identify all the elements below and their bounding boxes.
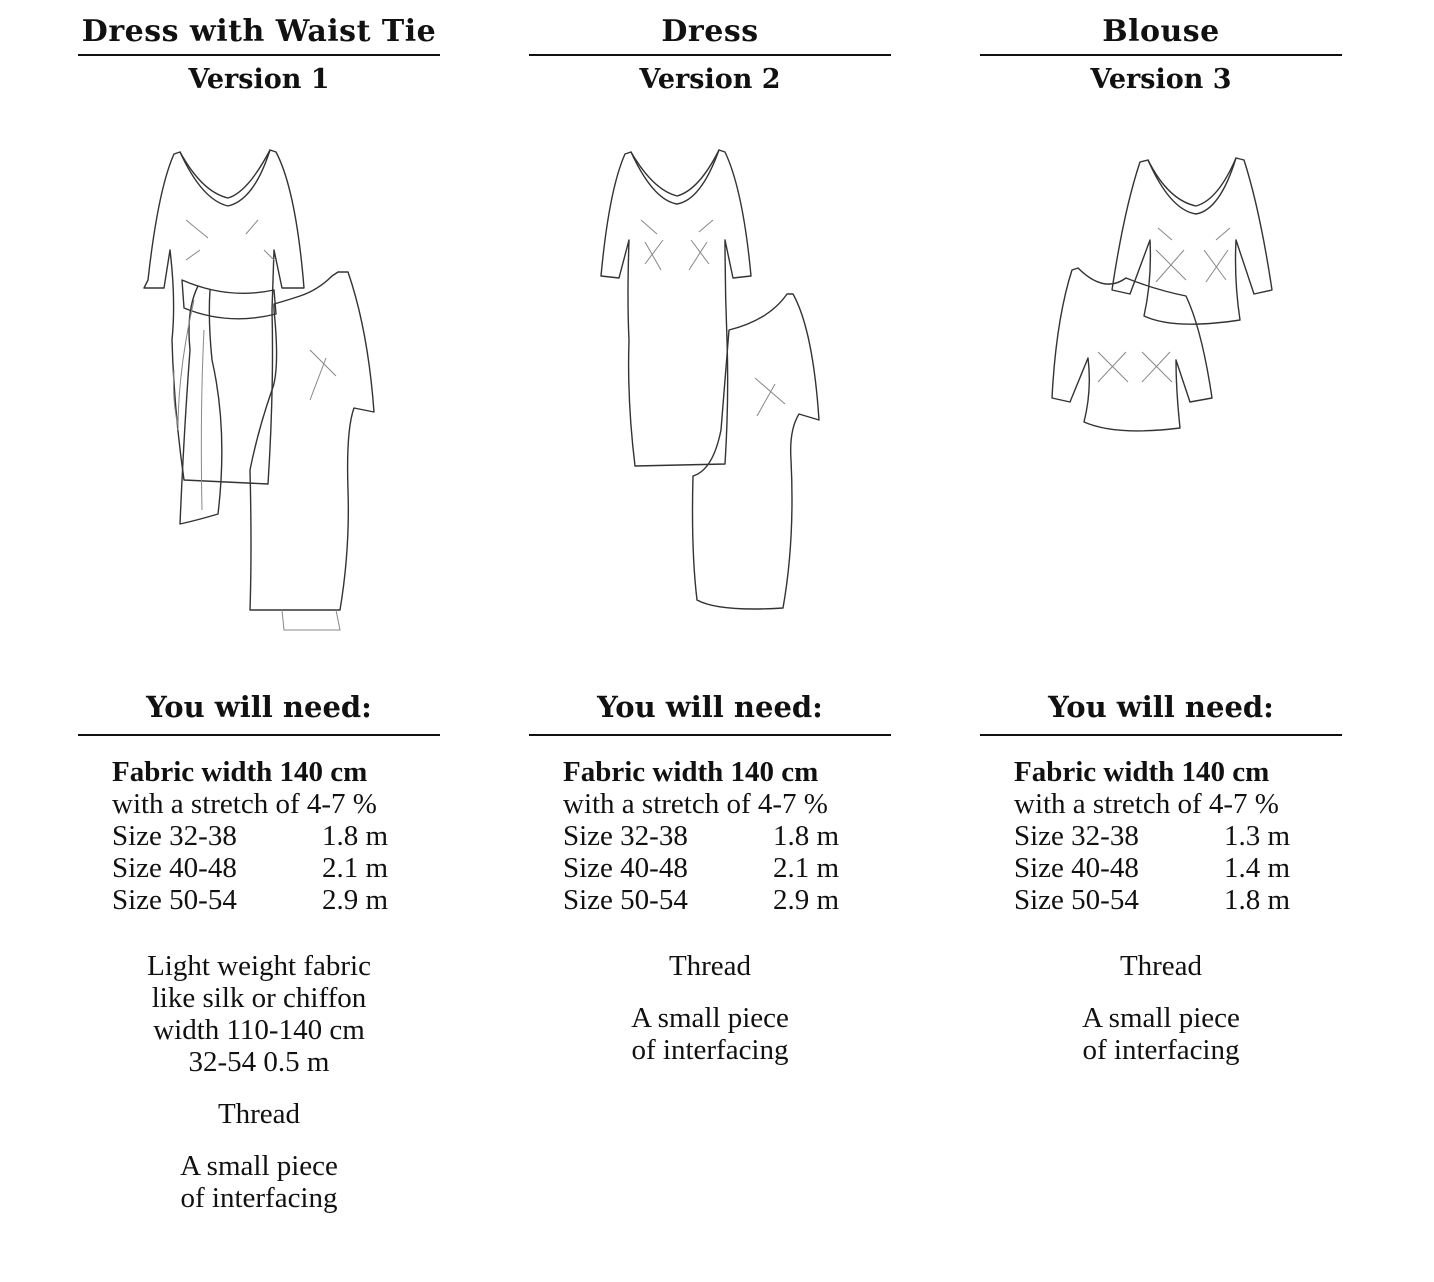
version-2-column [529,0,891,1282]
fabric-requirements [112,756,432,916]
fabric-amount: 2.9 m [773,884,840,916]
dress-with-waist-tie-sketch [78,130,440,650]
fabric-stretch: with a stretch of 4-7 % [1014,788,1279,820]
interfacing-note: A small piece of interfacing [1082,1002,1240,1066]
size-row [112,820,432,852]
size-label: Size 50-54 [1014,884,1139,916]
fabric-amount: 1.8 m [773,820,840,852]
interfacing-note: A small piece of interfacing [631,1002,789,1066]
fabric-stretch: with a stretch of 4-7 % [112,788,377,820]
additional-materials [529,950,891,1086]
fabric-amount: 1.8 m [1224,884,1291,916]
size-label: Size 32-38 [1014,820,1139,852]
size-label: Size 40-48 [1014,852,1139,884]
garment-title: Dress with Waist Tie [78,12,440,56]
size-row [1014,884,1334,916]
size-label: Size 32-38 [112,820,237,852]
size-label: Size 32-38 [563,820,688,852]
garment-title: Dress [529,12,891,56]
fabric-width: Fabric width 140 cm [563,756,819,788]
fabric-width: Fabric width 140 cm [112,756,368,788]
size-row [112,852,432,884]
version-3-column [980,0,1342,1282]
fabric-requirements [563,756,883,916]
fabric-amount: 1.8 m [322,820,389,852]
dress-sketch [529,130,891,650]
size-row [1014,820,1334,852]
fabric-amount: 2.1 m [322,852,389,884]
size-row [563,852,883,884]
you-will-need-heading: You will need: [529,688,891,736]
fabric-requirements [1014,756,1334,916]
size-row [1014,852,1334,884]
size-label: Size 40-48 [112,852,237,884]
you-will-need-heading: You will need: [980,688,1342,736]
version-label: Version 1 [188,64,330,95]
blouse-sketch [980,130,1342,650]
additional-materials [78,950,440,1234]
version-label: Version 2 [639,64,781,95]
tie-fabric-note: Light weight fabric like silk or chiffon width 110-140 cm 32-54 0.5 m [147,950,371,1078]
thread-note: Thread [668,950,752,982]
fabric-amount: 2.1 m [773,852,840,884]
version-1-column [78,0,440,1282]
size-label: Size 50-54 [563,884,688,916]
fabric-width: Fabric width 140 cm [1014,756,1270,788]
interfacing-note: A small piece of interfacing [180,1150,338,1214]
size-label: Size 40-48 [563,852,688,884]
size-row [563,820,883,852]
thread-note: Thread [1119,950,1203,982]
garment-title: Blouse [980,12,1342,56]
size-label: Size 50-54 [112,884,237,916]
thread-note: Thread [217,1098,301,1130]
fabric-amount: 2.9 m [322,884,389,916]
fabric-amount: 1.3 m [1224,820,1291,852]
fabric-amount: 1.4 m [1224,852,1291,884]
additional-materials [980,950,1342,1086]
version-label: Version 3 [1090,64,1232,95]
size-row [563,884,883,916]
size-row [112,884,432,916]
you-will-need-heading: You will need: [78,688,440,736]
fabric-stretch: with a stretch of 4-7 % [563,788,828,820]
